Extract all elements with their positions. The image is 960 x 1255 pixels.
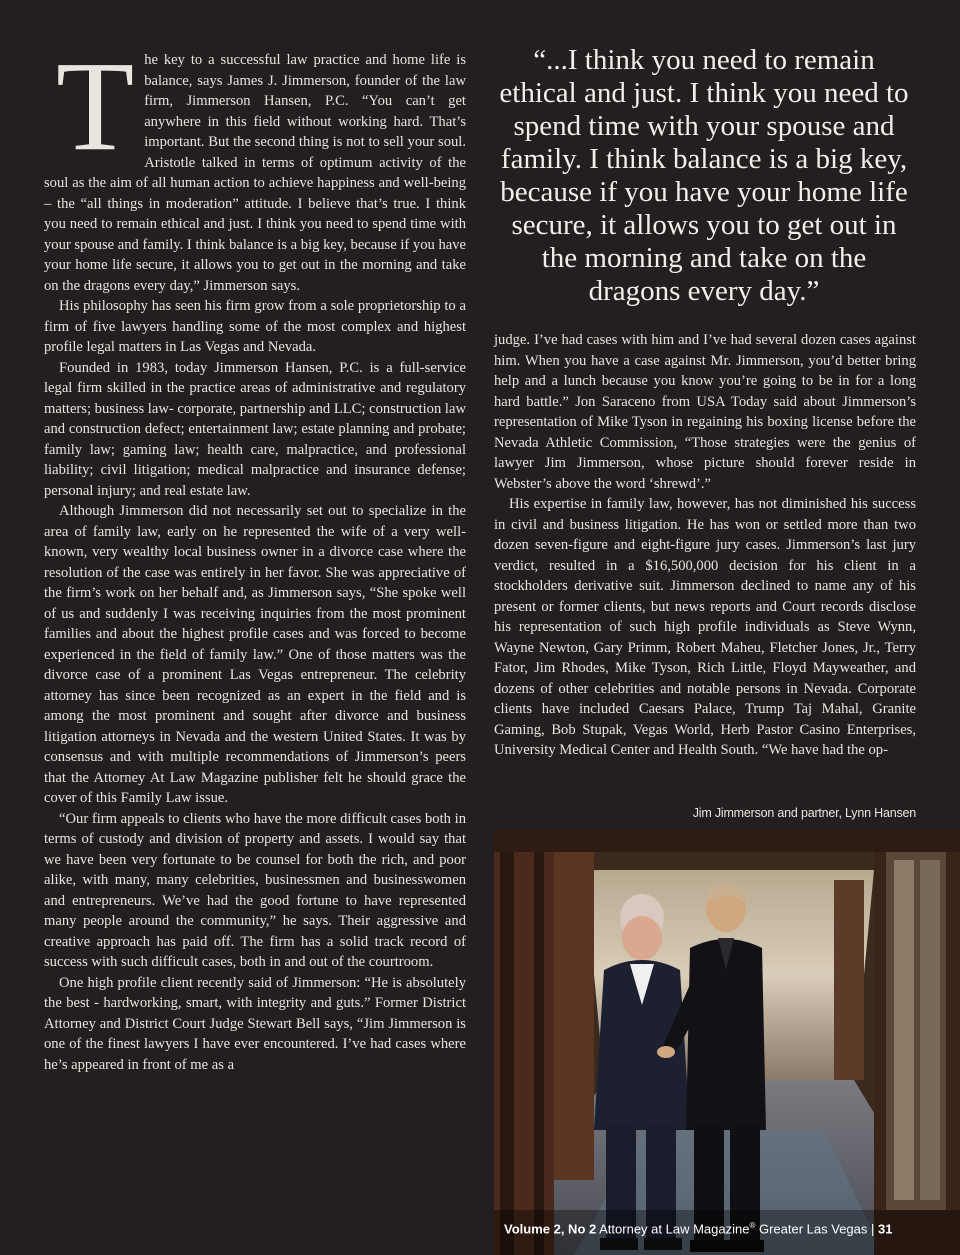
article-paragraph-2: His philosophy has seen his firm grow from a sole proprietorship to a firm of five lawyers handling some of the most complex and highest profile legal matters in Las Vegas and Nevada.	[44, 298, 466, 355]
article-paragraph-8: His expertise in family law, however, has not diminished his success in civil and business litigation. He has won or settled more than two dozen seven-figure and eight-figure jury cases. Jimmerson’s last jury verdict, resulted in a $16,500,000 decision for his client in a stockholders derivative suit. Jimmerson declined to name any of his present or former clients, but news reports and Court records disclose his representation of such high profile individuals as Steve Wynn, Wayne Newton, Gary Primm, Robert Maheu, Fletcher Jones, Jr., Terry Fator, Jim Rhodes, Mike Tyson, Rich Little, Floyd Mayweather, and dozens of other celebrities and notable persons in Nevada. Corporate clients have included Caesars Palace, Trump Taj Mahal, Granite Gaming, Bob Stupak, Vegas World, Herb Pastor Casino Enterprises, University Medical Center and Health South. “We have had the op-	[494, 496, 916, 758]
partners-photo	[494, 830, 960, 1255]
article-paragraph-6: One high profile client recently said of Jimmerson: “He is absolutely the best - hardworking, smart, with integrity and guts.” Former District Attorney and District Court Judge Stewart Bell says, “Jim Jimmerson is one of the finest lawyers I have ever encountered. I’ve had cases where he’s appeared in front of me as a	[44, 974, 466, 1073]
edition-name: Greater Las Vegas	[758, 1221, 868, 1237]
magazine-name: Attorney at Law Magazine	[599, 1221, 750, 1237]
article-paragraph-7: judge. I’ve had cases with him and I’ve had several dozen cases against him. When you have a case against Mr. Jimmerson, you’d better bring help and a lunch because you know you’re going to be in for a long hard battle.” Jon Saraceno from USA Today said about Jimmerson’s representation of Mike Tyson in regaining his boxing license before the Nevada Athletic Commission, “Those strategies were the genius of lawyer Jim Jimmerson, whose picture should forever reside in Webster’s above the word ‘shrewd’.”	[494, 332, 916, 492]
article-paragraph-4: Although Jimmerson did not necessarily set out to specialize in the area of family law, early on he represented the wife of a very well-known, very wealthy local business owner in a divorce case where the resolution of the case was entirely in her favor. She was appreciative of the firm’s work on her behalf and, as Jimmerson says, “She spoke well of us and suddenly I was receiving inquiries from the most prominent families and about the highest profile cases and was forced to become experienced in the field of family law.” One of those matters was the divorce case of a prominent Las Vegas entrepreneur. The celebrity attorney has since been recognized as an expert in the field and is among the most prominent and sought after divorce and business litigation attorneys in Nevada and the western United States. It was by consensus and with multiple recommendations of Jimmerson’s peers that the Attorney At Law Magazine publisher felt he should grace the cover of this Family Law issue.	[44, 503, 466, 806]
hallway-photo-illustration	[494, 830, 960, 1255]
article-paragraph-1	[44, 35, 467, 296]
registered-mark: ®	[749, 1221, 756, 1230]
volume-label: Volume 2, No 2	[504, 1221, 597, 1237]
left-column	[44, 35, 467, 1075]
right-column	[494, 330, 916, 761]
page-number: 31	[878, 1221, 893, 1237]
footer-separator: |	[871, 1221, 875, 1237]
drop-cap: T	[56, 35, 135, 177]
article-paragraph-5: “Our firm appeals to clients who have the more difficult cases both in terms of custody and division of property and assets. I would say that we have been very fortunate to be counsel for both the rich, and poor alike, with many, many celebrities, businessmen and businesswomen and entrepreneurs. We’ve had the good fortune to have represented many people around the community,” he says. Their aggressive and creative approach has paid off. The firm has a solid track record of success with such difficult cases, both in and out of the courtroom.	[44, 810, 466, 970]
article-paragraph-3: Founded in 1983, today Jimmerson Hansen, P.C. is a full-service legal firm skilled in the practice areas of administrative and regulatory matters; business law- corporate, partnership and LLC; construction law and construction defect; entertainment law; estate planning and probate; family law; gaming law; health care, malpractice, and professional liability; civil litigation; medical malpractice and insurance defense; personal injury; and real estate law.	[44, 359, 466, 499]
photo-caption: Jim Jimmerson and partner, Lynn Hansen	[692, 806, 916, 820]
pull-quote: “...I think you need to remain ethical and just. I think you need to spend time with your spouse and family. I think balance is a big key, because if you have your home life secure, it allows you to get out in the morning and take on the dragons every day.”	[499, 44, 909, 307]
paragraph-text: he key to a successful law practice and home life is balance, says James J. Jimmerson, founder of the law firm, Jimmerson Hansen, P.C. “You can’t get anywhere in this field without working hard. That’s important. But the second thing is not to sell your soul. Aristotle talked in terms of optimum activity of the soul as the aim of all human action to achieve happiness and well-being – the “all things in moderation” attitude. I believe that’s true. I think you need to remain ethical and just. I think you need to spend time with your spouse and family. I think balance is a big key, because if you have your home life secure, it allows you to get out in the morning and take on the dragons every day,” Jimmerson says.	[44, 52, 467, 294]
page-footer	[504, 1221, 893, 1236]
